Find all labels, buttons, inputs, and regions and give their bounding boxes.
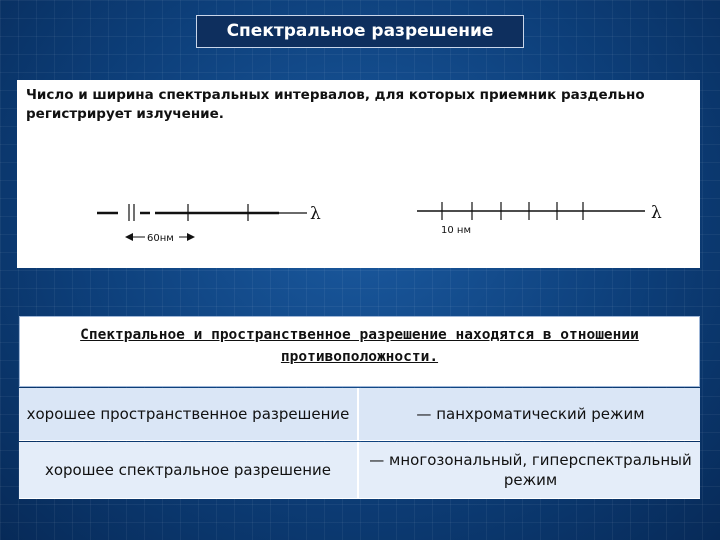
definition-text: Число и ширина спектральных интервалов, для которых приемник раздельно регистрирует излучение.: [26, 87, 645, 122]
table-cell: — панхроматический режим: [416, 405, 645, 423]
lambda-symbol-right: λ: [651, 203, 662, 223]
narrow-interval-label: 10 нм: [441, 225, 471, 236]
table-cell: хорошее спектральное разрешение: [19, 442, 359, 498]
table-cell: — многозональный, гиперспектральный режим: [369, 451, 692, 489]
arrow-head-left-icon: [125, 233, 133, 241]
definition-panel: [17, 80, 700, 268]
table-row: [19, 442, 700, 499]
slide-title: Спектральное разрешение: [196, 15, 524, 48]
narrow-interval-axis: [417, 202, 662, 236]
wide-interval-axis: [97, 204, 321, 244]
wide-interval-label: 60нм: [147, 233, 174, 244]
table-header: Спектральное и пространственное разрешение находятся в отношении противоположности.: [19, 316, 700, 387]
arrow-head-right-icon: [187, 233, 195, 241]
resolution-table: [19, 316, 700, 499]
lambda-symbol-left: λ: [310, 204, 321, 224]
table-row: [19, 388, 700, 441]
table-cell: хорошее пространственное разрешение: [19, 388, 359, 440]
